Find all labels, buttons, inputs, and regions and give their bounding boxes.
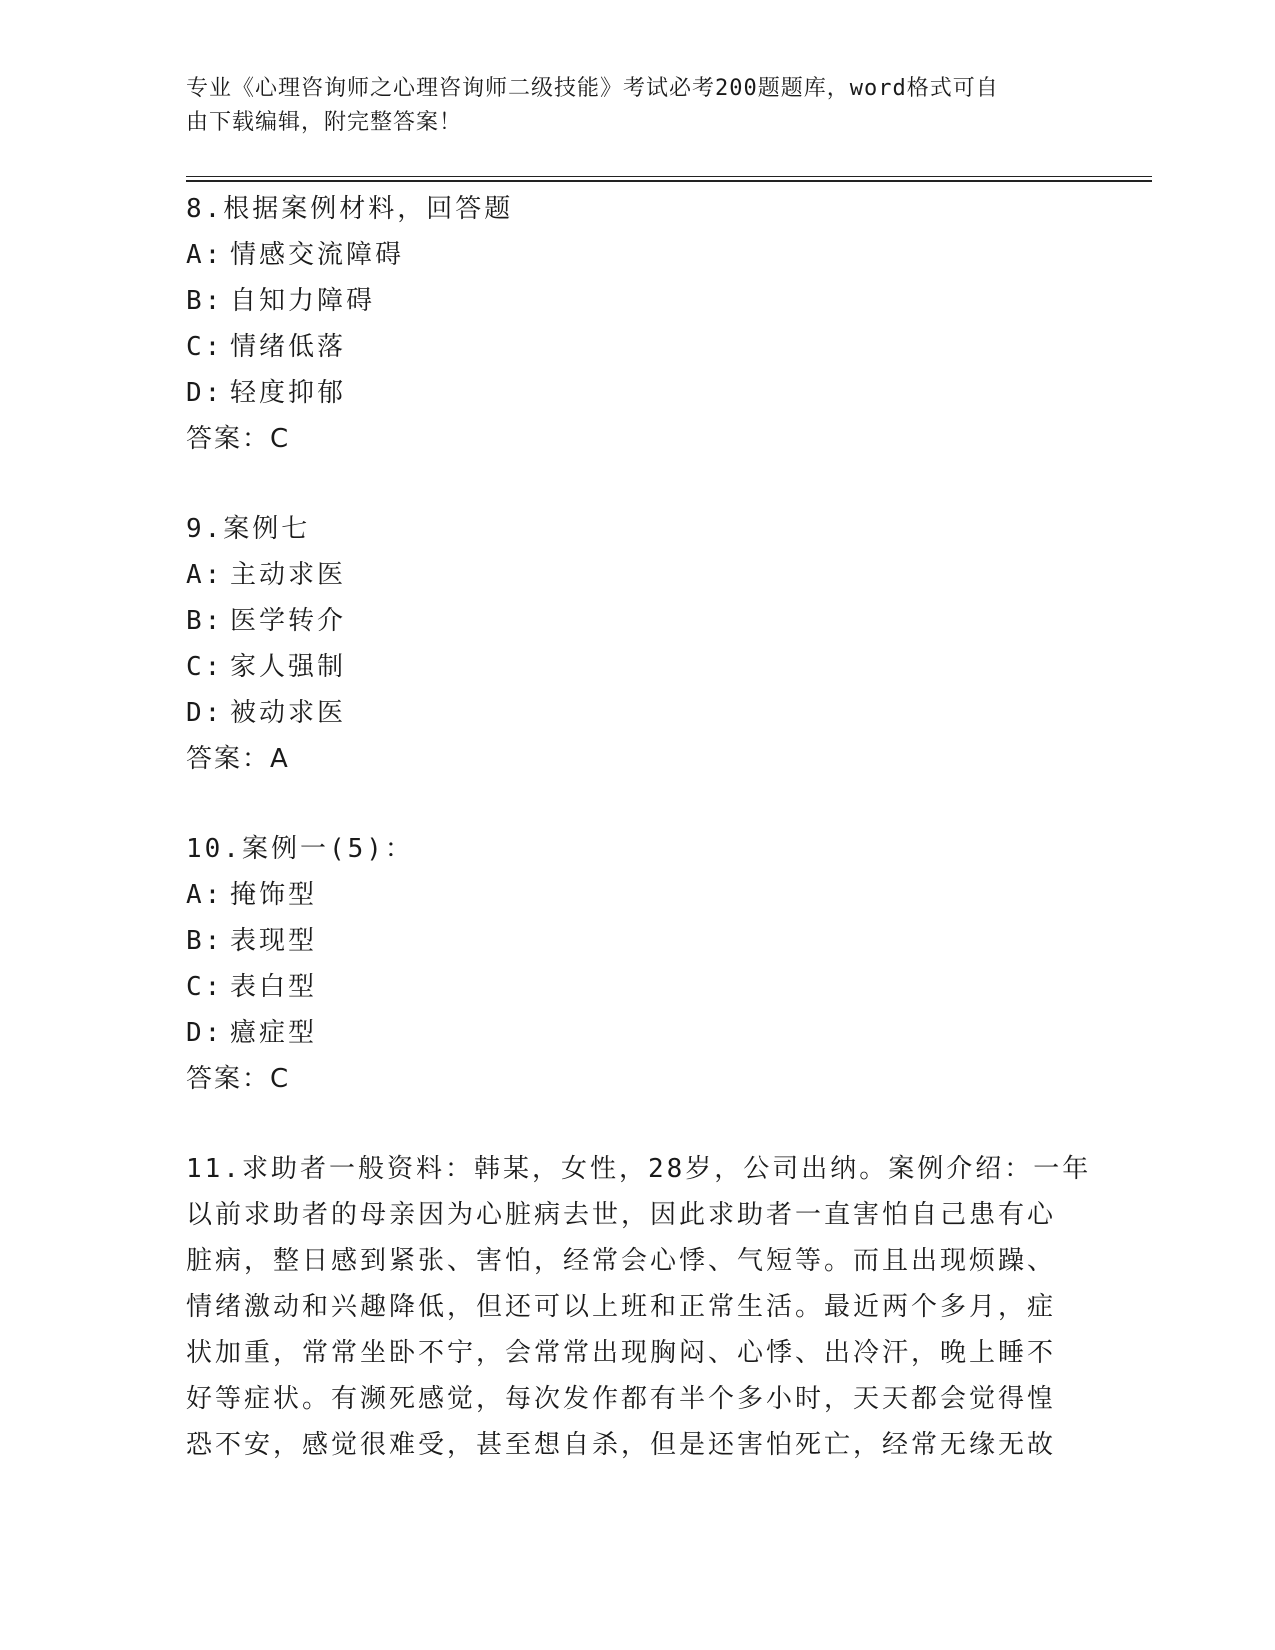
paragraph-line: 恐不安，感觉很难受，甚至想自杀，但是还害怕死亡，经常无缘无故: [186, 1430, 1057, 1460]
option-b: [186, 598, 1086, 644]
option-d: [186, 1010, 1086, 1056]
document-header: [186, 72, 1066, 140]
option-text: 主动求医: [230, 560, 347, 590]
question-stem: 8.根据案例材料，回答题: [186, 194, 514, 224]
option-label: C:: [186, 332, 224, 362]
option-c: [186, 324, 1086, 370]
option-a: [186, 232, 1086, 278]
option-label: B:: [186, 286, 224, 316]
option-text: 医学转介: [230, 606, 347, 636]
answer-line: 答案：C: [186, 1064, 291, 1094]
spacer: [186, 462, 1086, 506]
option-label: D:: [186, 1018, 224, 1048]
option-text: 情绪低落: [230, 332, 347, 362]
question-list: [186, 186, 1092, 1468]
option-label: B:: [186, 606, 224, 636]
option-label: A:: [186, 560, 224, 590]
option-text: 家人强制: [230, 652, 347, 682]
paragraph-line: 情绪激动和兴趣降低，但还可以上班和正常生活。最近两个多月，症: [186, 1292, 1057, 1322]
header-line-1: 专业《心理咨询师之心理咨询师二级技能》考试必考200题题库，word格式可自: [186, 76, 999, 101]
option-label: A:: [186, 240, 224, 270]
paragraph-line: 脏病，整日感到紧张、害怕，经常会心悸、气短等。而且出现烦躁、: [186, 1246, 1057, 1276]
option-a: [186, 552, 1086, 598]
option-d: [186, 690, 1086, 736]
paragraph-line: 好等症状。有濒死感觉，每次发作都有半个多小时，天天都会觉得惶: [186, 1384, 1057, 1414]
answer-line: 答案：A: [186, 744, 290, 774]
header-line-2: 由下载编辑，附完整答案！: [186, 110, 463, 135]
paragraph-line: 11.求助者一般资料：韩某，女性，28岁，公司出纳。案例介绍：一年: [186, 1154, 1092, 1184]
option-label: D:: [186, 378, 224, 408]
option-text: 轻度抑郁: [230, 378, 347, 408]
option-c: [186, 964, 1086, 1010]
option-label: C:: [186, 652, 224, 682]
option-label: B:: [186, 926, 224, 956]
option-b: [186, 918, 1086, 964]
question-stem: 10.案例一(5)：: [186, 834, 414, 864]
option-text: 掩饰型: [230, 880, 318, 910]
option-text: 表现型: [230, 926, 318, 956]
question-8: [186, 186, 1086, 462]
answer-line: 答案：C: [186, 424, 291, 454]
option-text: 被动求医: [230, 698, 347, 728]
option-text: 表白型: [230, 972, 318, 1002]
option-a: [186, 872, 1086, 918]
option-c: [186, 644, 1086, 690]
question-stem: 9.案例七: [186, 514, 311, 544]
option-b: [186, 278, 1086, 324]
option-text: 自知力障碍: [230, 286, 376, 316]
option-label: C:: [186, 972, 224, 1002]
option-label: D:: [186, 698, 224, 728]
option-d: [186, 370, 1086, 416]
question-11: [186, 1146, 1092, 1468]
option-text: 情感交流障碍: [230, 240, 405, 270]
paragraph-line: 状加重，常常坐卧不宁，会常常出现胸闷、心悸、出冷汗，晚上睡不: [186, 1338, 1057, 1368]
option-label: A:: [186, 880, 224, 910]
header-divider: [186, 176, 1152, 182]
spacer: [186, 1102, 1086, 1146]
question-9: [186, 506, 1086, 782]
spacer: [186, 782, 1086, 826]
paragraph-line: 以前求助者的母亲因为心脏病去世，因此求助者一直害怕自己患有心: [186, 1200, 1057, 1230]
option-text: 癔症型: [230, 1018, 318, 1048]
question-10: [186, 826, 1086, 1102]
